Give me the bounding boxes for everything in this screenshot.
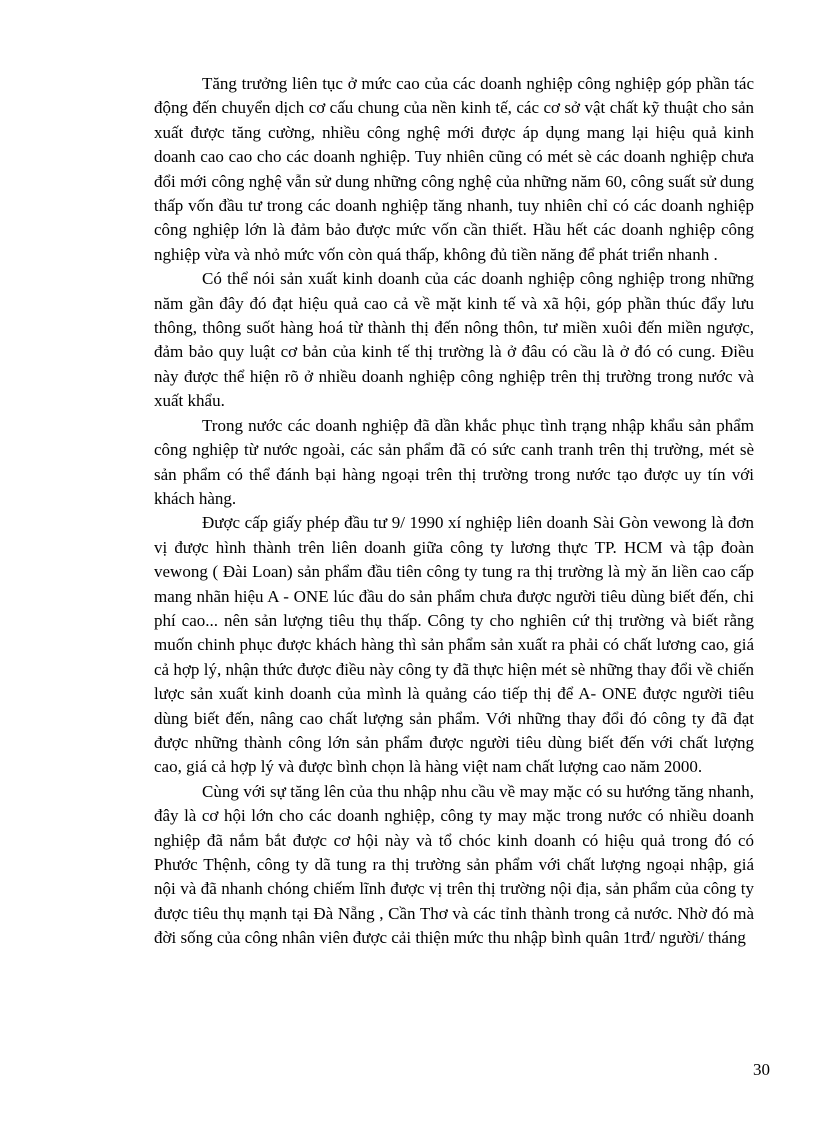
paragraph-3: Trong nước các doanh nghiệp đã dần khắc phục tình trạng nhập khẩu sản phẩm công nghiệp từ nước ngoài, các sản phẩm đã có sức canh tranh trên thị trường, mét sè sản phẩm có thể đánh bại hàng ngoại trên thị trường trong nước tạo được uy tín với khách hàng. xyxy=(154,415,754,508)
paragraph-2: Có thể nói sản xuất kinh doanh của các doanh nghiệp công nghiệp trong những năm gần đây đó đạt hiệu quả cao cả về mặt kinh tế và xã hội, góp phần thúc đẩy lưu thông, thông suốt hàng hoá từ thành thị đến nông thôn, tư miền xuôi đến miền ngược, đảm bảo quy luật cơ bản của kinh tế thị trường là ở đâu có cầu là ở đó có cung. Điều này được thể hiện rõ ở nhiều doanh nghiệp công nghiệp trên thị trường trong nước và xuất khẩu. xyxy=(154,269,754,411)
page-number: 30 xyxy=(753,1060,770,1079)
paragraph-4: Được cấp giấy phép đầu tư 9/ 1990 xí nghiệp liên doanh Sài Gòn vewong là đơn vị được hình thành trên liên doanh giữa công ty lương thực TP. HCM và tập đoàn vewong ( Đài Loan) sản phẩm đầu tiên công ty tung ra thị trường là mỳ ăn liền cao cấp mang nhãn hiệu A - ONE lúc đầu do sản phẩm chưa được người tiêu dùng biết đến, chi phí cao... nên sản lượng tiêu thụ thấp. Công ty cho nghiên cứ thị trường và biết rằng muốn chinh phục được khách hàng thì sản phẩm sản xuất ra phải có chất lương cao, giá cả hợp lý, nhận thức được điều này công ty đã thực hiện mét sè những thay đổi về chiến lược sản xuất kinh doanh của mình là quảng cáo tiếp thị để A- ONE được người tiêu dùng biết đến, nâng cao chất lượng sản phẩm. Với những thay đổi đó công ty đã đạt được những thành công lớn sản phẩm được người tiêu dùng biết đến với chất lượng cao, giá cả hợp lý và được bình chọn là hàng việt nam chất lượng cao năm 2000. xyxy=(154,513,754,777)
paragraph-5: Cùng với sự tăng lên của thu nhập nhu cầu về may mặc có su hướng tăng nhanh, đây là cơ hội lớn cho các doanh nghiệp, công ty may mặc trong nước có nhiều doanh nghiệp đã nắm bắt được cơ hội này và tổ chóc kinh doanh có hiệu quả trong đó có Phước Thệnh, công ty dã tung ra thị trường sản phẩm với chất lượng ngoại nhập, giá nội và đã nhanh chóng chiếm lĩnh được vị trên thị trường nội địa, sản phẩm của công ty được tiêu thụ mạnh tại Đà Nẵng , Cần Thơ và các tỉnh thành trong cả nước. Nhờ đó mà đời sống của công nhân viên được cải thiện mức thu nhập bình quân 1trđ/ người/ tháng xyxy=(154,781,754,948)
paragraph-1: Tăng trưởng liên tục ở mức cao của các doanh nghiệp công nghiệp góp phần tác động đến chuyển dịch cơ cấu chung của nền kinh tế, các cơ sở vật chất kỹ thuật cho sản xuất được tăng cường, nhiều công nghệ mới được áp dụng mang lại hiệu quả kinh doanh cao cao cho các doanh nghiệp. Tuy nhiên cũng có mét sè các doanh nghiệp chưa đổi mới công nghệ vẫn sử dung những công nghệ của những năm 60, công suất sử dung thấp vốn đầu tư trong các doanh nghiệp tăng nhanh, tuy nhiên chỉ có các doanh nghiệp công nghiệp lớn là đảm bảo được mức vốn cần thiết. Hầu hết các doanh nghiệp công nghiệp vừa và nhỏ mức vốn còn quá thấp, không đủ tiền năng để phát triển nhanh . xyxy=(154,74,754,264)
document-body xyxy=(154,72,754,951)
